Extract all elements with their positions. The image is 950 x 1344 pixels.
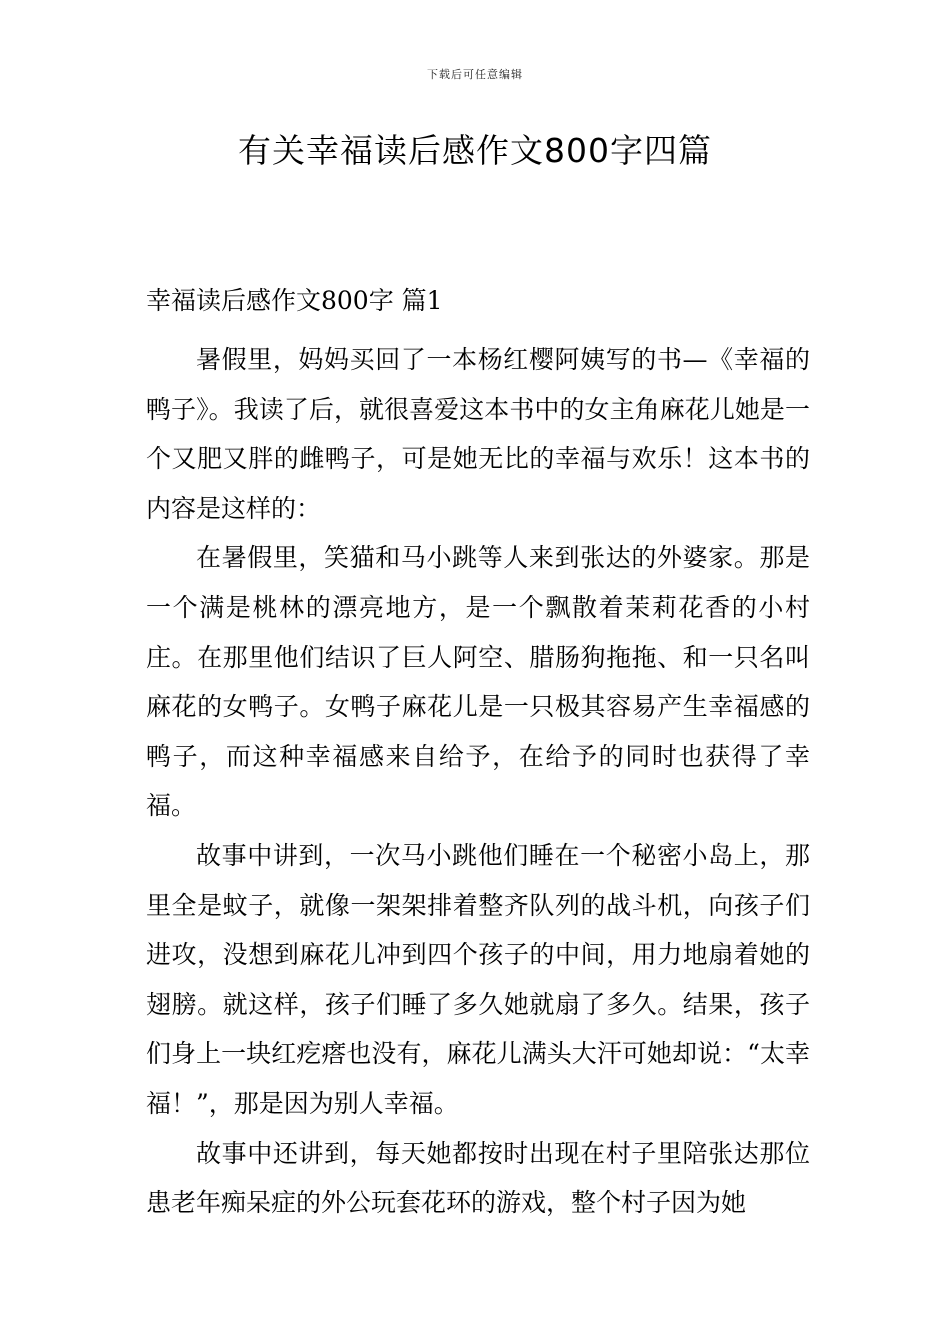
paragraph: 暑假里，妈妈买回了一本杨红樱阿姨写的书—《幸福的鸭子》。我读了后，就很喜爱这本书中的女主角麻花儿她是一个又肥又胖的雌鸭子，可是她无比的幸福与欢乐！这本书的内容是这样的： <box>146 345 810 523</box>
paragraph: 故事中讲到，一次马小跳他们睡在一个秘密小岛上，那里全是蚊子，就像一架架排着整齐队列的战斗机，向孩子们进攻，没想到麻花儿冲到四个孩子的中间，用力地扇着她的翅膀。就这样，孩子们睡了多久她就扇了多久。结果，孩子们身上一块红疙瘩也没有，麻花儿满头大汗可她却说：“太幸福！”，那是因为别人幸福。 <box>146 840 810 1118</box>
paragraph: 故事中还讲到，每天她都按时出现在村子里陪张达那位患老年痴呆症的外公玩套花环的游戏，整个村子因为她 <box>146 1138 810 1218</box>
document-body <box>146 280 810 1228</box>
document-title: 有关幸福读后感作文800字四篇 <box>238 131 712 170</box>
section-heading: 幸福读后感作文800字 篇1 <box>146 286 443 315</box>
paragraph: 在暑假里，笑猫和马小跳等人来到张达的外婆家。那是一个满是桃林的漂亮地方，是一个飘散着茉莉花香的小村庄。在那里他们结识了巨人阿空、腊肠狗拖拖、和一只名叫麻花的女鸭子。女鸭子麻花儿是一只极其容易产生幸福感的鸭子，而这种幸福感来自给予，在给予的同时也获得了幸福。 <box>146 543 810 821</box>
header-note: 下载后可任意编辑 <box>427 68 523 81</box>
